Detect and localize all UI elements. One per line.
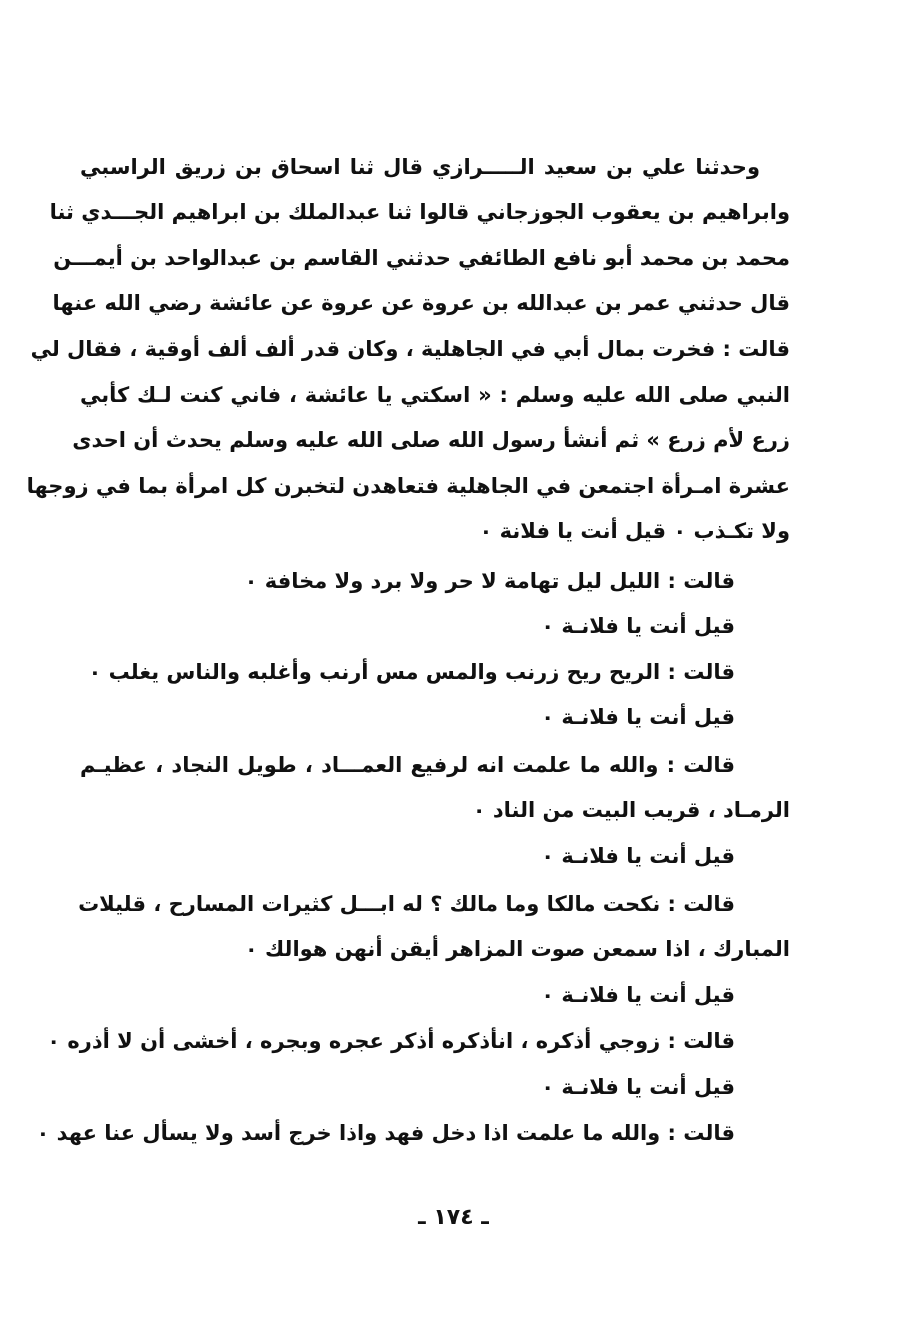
text-line: محمد بن محمد أبو نافع الطائفي حدثني القاسم بن عبدالواحد بن أيمـــن <box>53 246 790 270</box>
text-line: وابراهيم بن يعقوب الجوزجاني قالوا ثنا عبدالملك بن ابراهيم الجـــدي ثنا <box>49 200 790 224</box>
text-line: النبي صلى الله عليه وسلم : « اسكتي يا عائشة ، فاني كنت لـك كأبي <box>80 383 790 407</box>
text-line: قيل أنت يا فلانـة ٠ <box>541 1075 735 1099</box>
text-line: وحدثنا علي بن سعيد الـــــرازي قال ثنا اسحاق بن زريق الراسبي <box>80 155 760 179</box>
page-number: ـ ١٧٤ ـ <box>418 1205 489 1230</box>
text-line: قالت : نكحت مالكا وما مالك ؟ له ابـــل كثيرات المسارح ، قليلات <box>78 892 735 916</box>
text-line: زرع لأم زرع » ثم أنشأ رسول الله صلى الله عليه وسلم يحدث أن احدى <box>72 428 790 452</box>
text-line: قالت : زوجي أذكره ، انأذكره أذكر عجره وبجره ، أخشى أن لا أذره ٠ <box>47 1029 735 1053</box>
text-line: قيل أنت يا فلانـة ٠ <box>541 983 735 1007</box>
text-line: قال حدثني عمر بن عبدالله بن عروة عن عروة عن عائشة رضي الله عنها <box>52 291 790 315</box>
text-line: ولا تكـذب ٠ قيل أنت يا فلانة ٠ <box>479 519 790 543</box>
text-line: قالت : والله ما علمت انه لرفيع العمـــاد ، طويل النجاد ، عظيـم <box>80 753 735 777</box>
text-line: قيل أنت يا فلانـة ٠ <box>541 614 735 638</box>
text-line: قالت : الريح ريح زرنب والمس مس أرنب وأغلبه والناس يغلب ٠ <box>88 660 735 684</box>
text-line: قالت : فخرت بمال أبي في الجاهلية ، وكان قدر ألف ألف أوقية ، فقال لي <box>30 337 790 361</box>
text-line: الرمـاد ، قريب البيت من الناد ٠ <box>472 798 790 822</box>
text-line: قالت : والله ما علمت اذا دخل فهد واذا خرج أسد ولا يسأل عنا عهد ٠ <box>36 1121 735 1145</box>
text-line: المبارك ، اذا سمعن صوت المزاهر أيقن أنهن هوالك ٠ <box>244 937 790 961</box>
text-line: قيل أنت يا فلانـة ٠ <box>541 705 735 729</box>
text-line: قالت : الليل ليل تهامة لا حر ولا برد ولا مخافة ٠ <box>244 569 735 593</box>
text-line: عشرة امـرأة اجتمعن في الجاهلية فتعاهدن لتخبرن كل امرأة بما في زوجها <box>26 474 790 498</box>
text-line: قيل أنت يا فلانـة ٠ <box>541 844 735 868</box>
